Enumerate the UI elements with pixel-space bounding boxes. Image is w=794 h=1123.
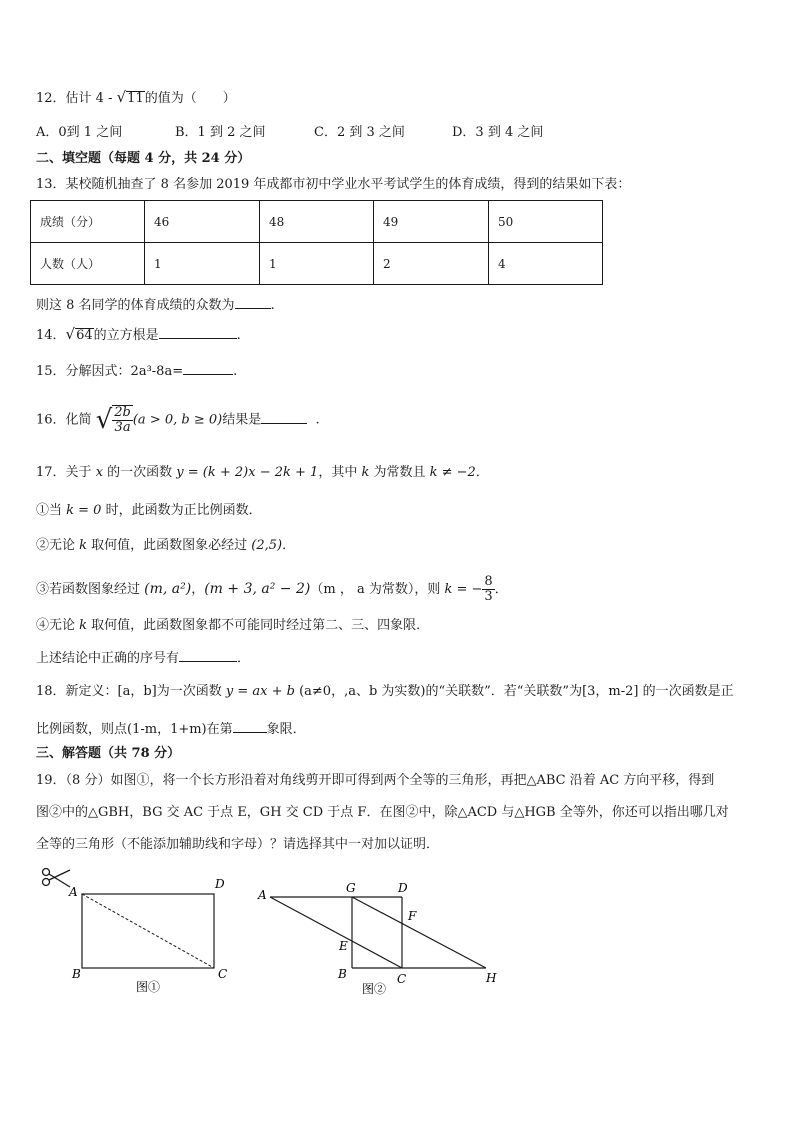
figure-2 (250, 870, 520, 1000)
table-cell: 1 (145, 243, 260, 285)
q17-s3-math: k = − (444, 582, 483, 597)
label-b: B (72, 967, 81, 981)
q17-end: ． (237, 651, 251, 666)
answer-blank (235, 295, 271, 309)
table-cell: 1 (260, 243, 374, 285)
q14-prefix: 14． (36, 328, 66, 343)
q17-s3: ③若函数图象经过 (36, 582, 145, 597)
q17-s3: （m ， a 为常数），则 (310, 582, 445, 597)
q19-line-1: 19．（8 分）如图①，将一个长方形沿着对角线剪开即可得到两个全等的三角形，再把△ABC 沿着 AC 方向平移，得到 (36, 773, 715, 788)
label-h: H (486, 971, 497, 985)
label-d: D (215, 877, 225, 891)
table-cell: 4 (489, 243, 603, 285)
q16-condition: (a > 0, b ≥ 0) (132, 412, 223, 428)
q17-statement-2 (36, 537, 295, 555)
q17-conclusion (36, 648, 250, 668)
section-3-heading: 三、解答题（共 78 分） (36, 746, 181, 761)
fraction-numerator: 8 (484, 574, 493, 589)
q12-stem: 12．估计 4 - √11的值为（ ） (36, 88, 236, 106)
table-row (31, 201, 603, 243)
answer-blank (233, 719, 267, 733)
q17-s3-fraction (482, 575, 494, 604)
q12-option-b: B．1 到 2 之间 (175, 125, 266, 140)
q14-suffix: 的立方根是 (93, 328, 159, 343)
q18-function: y = ax + b (225, 684, 295, 699)
q17-s2-point: (2,5) (251, 538, 283, 553)
q17-s3: ． (494, 582, 508, 597)
table-cell: 成绩（分） (31, 201, 145, 243)
q17-statement-3 (36, 572, 508, 607)
q16-denominator: 3a (114, 420, 131, 435)
q19-line-2: 图②中的△GBH，BG 交 AC 于点 E，GH 交 CD 于点 F．在图②中，除△ACD 与△HGB 全等外，你还可以指出哪几对 (36, 805, 729, 820)
table-row (31, 243, 603, 285)
q17-statement-4 (36, 617, 429, 635)
q12-prefix: 12．估计 4 - (36, 91, 117, 106)
q16-stem: 16．化简 √ $\frac{2b}{3a}$ (a > 0, b ≥ 0)结果是 . (36, 405, 320, 435)
q16-suffix: 结果是 (222, 412, 262, 428)
table-cell: 人数（人） (31, 243, 145, 285)
q17-text: 17．关于 (36, 465, 96, 480)
q13-end: . (270, 298, 275, 313)
scissors-icon (43, 869, 71, 888)
table-cell: 50 (489, 201, 603, 243)
label-c: C (397, 972, 407, 986)
q19-line-3: 全等的三角形（不能添加辅助线和字母）？请选择其中一对加以证明． (36, 837, 440, 852)
q16-prefix: 16．化简 (36, 412, 96, 428)
figure-1 (36, 860, 256, 1000)
label-a: A (258, 888, 267, 902)
q17-s2-math: k (79, 538, 88, 553)
q17-s2: 取何值，此函数图象必经过 (87, 538, 252, 553)
q18-text: 18．新定义：[a，b]为一次函数 (36, 684, 226, 699)
q18-text: 比例函数，则点(1-m，1+m)在第 (36, 722, 233, 737)
q17-s4: ④无论 (36, 618, 80, 633)
q17-s3: ， (191, 582, 205, 597)
q17-s1: 时，此函数为正比例函数． (101, 503, 262, 518)
label-g: G (346, 881, 356, 895)
q12-option-d: D．3 到 4 之间 (452, 125, 544, 140)
q17-s4-math: k (79, 618, 88, 633)
label-b: B (338, 967, 347, 981)
q17-s1: ①当 (36, 503, 67, 518)
diagonal-ac (82, 894, 214, 968)
q17-s1-math: k = 0 (66, 503, 102, 518)
figure-2-caption: 图② (362, 982, 387, 996)
q18-text: 象限． (266, 722, 306, 737)
answer-blank (261, 410, 307, 424)
q13-after: 则这 8 名同学的体育成绩的众数为 (36, 298, 235, 313)
q13-question (36, 295, 275, 315)
q12-suffix: 的值为（ ） (144, 91, 236, 106)
q17-s3-point2: (m + 3, a² − 2) (204, 581, 311, 597)
q17-stem (36, 464, 489, 482)
label-f: F (408, 909, 417, 923)
q17-text: ，其中 (318, 465, 362, 480)
q18-line-2 (36, 719, 306, 739)
q17-text: 为常数且 (369, 465, 430, 480)
q17-s2: ． (282, 538, 296, 553)
table-cell: 2 (374, 243, 489, 285)
answer-blank (159, 325, 237, 339)
q17-statement-1 (36, 502, 262, 520)
q17-conclusion-text: 上述结论中正确的序号有 (36, 651, 180, 666)
q13-score-table (30, 200, 603, 285)
q14-stem: 14．√64的立方根是 . (36, 325, 241, 343)
q16-end: . (315, 412, 320, 428)
table-cell: 49 (374, 201, 489, 243)
q12-radicand: 11 (127, 91, 144, 106)
q17-s3-point1: (m, a²) (144, 581, 192, 597)
line-gh (352, 897, 486, 968)
q18-line-1 (36, 683, 734, 701)
answer-blank (183, 361, 233, 375)
section-2-heading: 二、填空题（每题 4 分，共 24 分） (36, 151, 251, 166)
q12-option-c: C．2 到 3 之间 (314, 125, 405, 140)
q17-var-k: k (361, 465, 370, 480)
q18-text: (a≠0，,a、b 为实数)的“关联数”．若“关联数”为[3，m-2] 的一次函数是正 (294, 684, 734, 699)
q14-end: . (236, 328, 241, 343)
fraction-denominator: 3 (484, 589, 493, 604)
q15-text: 15．分解因式：2a³-8a= (36, 364, 184, 379)
line-ac (270, 897, 402, 968)
label-d: D (398, 881, 408, 895)
q17-var-x: x (95, 465, 104, 480)
q17-condition: k ≠ −2 (429, 465, 476, 480)
q17-text: 的一次函数 (103, 465, 177, 480)
q17-s2: ②无论 (36, 538, 80, 553)
label-c: C (218, 967, 228, 981)
table-cell: 46 (145, 201, 260, 243)
q17-function: y = (k + 2)x − 2k + 1 (176, 465, 319, 480)
label-a: A (69, 885, 78, 899)
q15-end: . (233, 364, 238, 379)
q12-option-a: A．0到 1 之间 (36, 125, 123, 140)
table-cell: 48 (260, 201, 374, 243)
label-e: E (339, 939, 348, 953)
q15-stem (36, 361, 237, 381)
q14-radicand: 64 (76, 328, 93, 343)
answer-blank (179, 648, 237, 662)
figure-1-caption: 图① (136, 980, 161, 994)
q16-fraction (112, 405, 133, 435)
q17-text: ． (475, 465, 489, 480)
q16-numerator: 2b (114, 405, 131, 420)
q17-s4: 取何值，此函数图象都不可能同时经过第二、三、四象限． (87, 618, 430, 633)
q13-stem: 13．某校随机抽查了 8 名参加 2019 年成都市初中学业水平考试学生的体育成绩，得到的结果如下表： (36, 177, 631, 192)
